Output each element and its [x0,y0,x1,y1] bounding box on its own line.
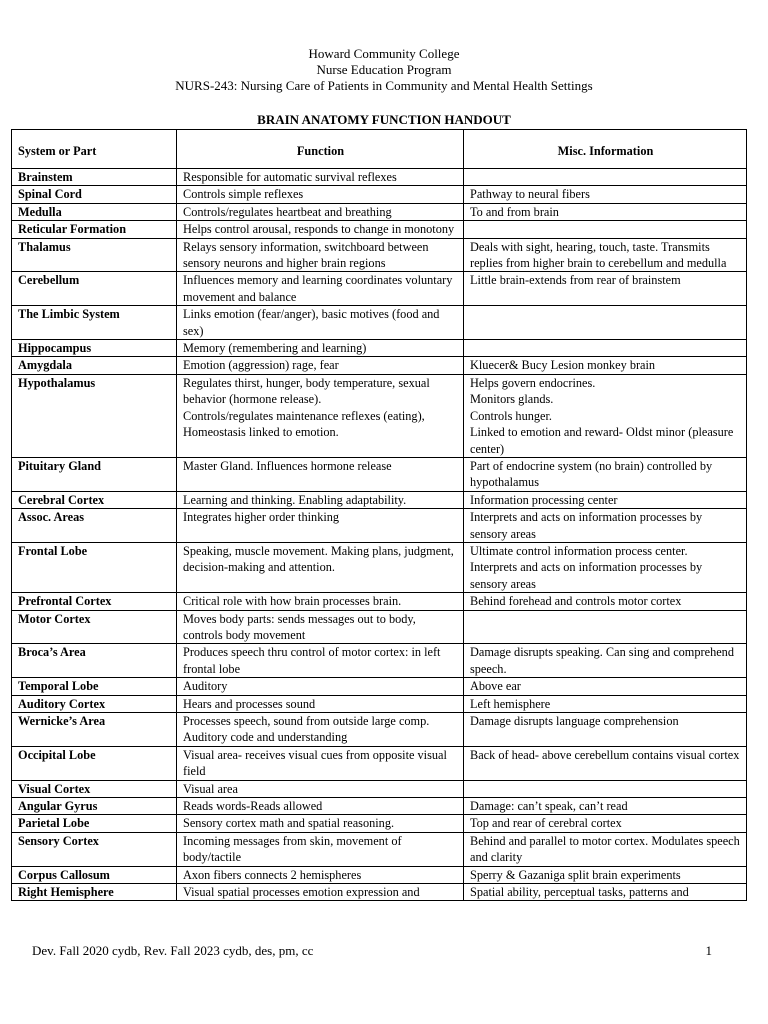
function-cell: Axon fibers connects 2 hemispheres [177,866,464,883]
handout-title: BRAIN ANATOMY FUNCTION HANDOUT [257,112,511,127]
misc-cell [464,610,747,644]
part-cell: Amygdala [12,357,177,374]
program-name: Nurse Education Program [316,62,452,77]
part-cell: Hippocampus [12,340,177,357]
table-row [12,509,747,543]
misc-cell: Part of endocrine system (no brain) controlled by hypothalamus [464,457,747,491]
function-cell: Relays sensory information, switchboard between sensory neurons and higher brain regions [177,238,464,272]
function-cell: Produces speech thru control of motor cortex: in left frontal lobe [177,644,464,678]
misc-cell [464,340,747,357]
page-footer [32,943,712,959]
part-cell: Brainstem [12,169,177,186]
misc-cell: Interprets and acts on information processes by sensory areas [464,509,747,543]
misc-cell [464,221,747,238]
table-row [12,610,747,644]
brain-anatomy-table [11,129,747,901]
function-cell: Hears and processes sound [177,695,464,712]
document-header [0,46,768,94]
misc-cell: To and from brain [464,203,747,220]
function-cell: Regulates thirst, hunger, body temperature, sexual behavior (hormone release). Controls/regulates maintenance reflexes (eating), Homeostasis linked to emotion. [177,374,464,457]
function-cell: Processes speech, sound from outside large comp. Auditory code and understanding [177,713,464,747]
part-cell: Motor Cortex [12,610,177,644]
table-row [12,746,747,780]
part-cell: Medulla [12,203,177,220]
function-cell: Sensory cortex math and spatial reasoning. [177,815,464,832]
revision-note: Dev. Fall 2020 cydb, Rev. Fall 2023 cydb, des, pm, cc [32,943,314,958]
table-row [12,457,747,491]
table-row [12,593,747,610]
part-cell: Occipital Lobe [12,746,177,780]
table-row [12,238,747,272]
function-cell: Auditory [177,678,464,695]
table-body [12,169,747,901]
function-cell: Controls simple reflexes [177,186,464,203]
misc-cell: Top and rear of cerebral cortex [464,815,747,832]
table-row [12,713,747,747]
function-cell: Emotion (aggression) rage, fear [177,357,464,374]
function-cell: Learning and thinking. Enabling adaptability. [177,491,464,508]
part-cell: The Limbic System [12,306,177,340]
function-cell: Helps control arousal, responds to change in monotony [177,221,464,238]
misc-cell: Damage: can’t speak, can’t read [464,798,747,815]
misc-cell: Spatial ability, perceptual tasks, patterns and [464,884,747,901]
misc-cell: Sperry & Gazaniga split brain experiments [464,866,747,883]
function-cell: Visual area [177,780,464,797]
column-header-part: System or Part [12,130,177,169]
part-cell: Angular Gyrus [12,798,177,815]
table-row [12,169,747,186]
misc-cell: Damage disrupts speaking. Can sing and comprehend speech. [464,644,747,678]
table-row [12,542,747,592]
misc-cell: Deals with sight, hearing, touch, taste. Transmits replies from higher brain to cerebellum and medulla [464,238,747,272]
function-cell: Visual area- receives visual cues from opposite visual field [177,746,464,780]
function-cell: Controls/regulates heartbeat and breathing [177,203,464,220]
part-cell: Wernicke’s Area [12,713,177,747]
table-header-row [12,130,747,169]
part-cell: Auditory Cortex [12,695,177,712]
course-name: NURS-243: Nursing Care of Patients in Community and Mental Health Settings [175,78,593,93]
misc-cell [464,306,747,340]
table-row [12,780,747,797]
table-row [12,832,747,866]
part-cell: Assoc. Areas [12,509,177,543]
part-cell: Cerebral Cortex [12,491,177,508]
misc-cell: Behind and parallel to motor cortex. Modulates speech and clarity [464,832,747,866]
function-cell: Reads words-Reads allowed [177,798,464,815]
part-cell: Temporal Lobe [12,678,177,695]
part-cell: Hypothalamus [12,374,177,457]
table-row [12,221,747,238]
function-cell: Links emotion (fear/anger), basic motives (food and sex) [177,306,464,340]
function-cell: Master Gland. Influences hormone release [177,457,464,491]
part-cell: Parietal Lobe [12,815,177,832]
table-row [12,203,747,220]
function-cell: Visual spatial processes emotion expression and [177,884,464,901]
part-cell: Spinal Cord [12,186,177,203]
table-row [12,815,747,832]
table-row [12,374,747,457]
function-cell: Moves body parts: sends messages out to body, controls body movement [177,610,464,644]
misc-cell: Back of head- above cerebellum contains visual cortex [464,746,747,780]
part-cell: Visual Cortex [12,780,177,797]
misc-cell: Left hemisphere [464,695,747,712]
function-cell: Integrates higher order thinking [177,509,464,543]
table-row [12,798,747,815]
part-cell: Corpus Callosum [12,866,177,883]
table-row [12,357,747,374]
table-row [12,884,747,901]
column-header-function: Function [177,130,464,169]
part-cell: Prefrontal Cortex [12,593,177,610]
function-cell: Speaking, muscle movement. Making plans, judgment, decision-making and attention. [177,542,464,592]
misc-cell [464,780,747,797]
part-cell: Thalamus [12,238,177,272]
misc-cell: Ultimate control information process center. Interprets and acts on information processes by sensory areas [464,542,747,592]
misc-cell [464,169,747,186]
part-cell: Right Hemisphere [12,884,177,901]
part-cell: Broca’s Area [12,644,177,678]
misc-cell: Pathway to neural fibers [464,186,747,203]
misc-cell: Above ear [464,678,747,695]
part-cell: Cerebellum [12,272,177,306]
table-row [12,695,747,712]
misc-cell: Behind forehead and controls motor cortex [464,593,747,610]
table-row [12,272,747,306]
function-cell: Critical role with how brain processes brain. [177,593,464,610]
table-row [12,678,747,695]
table-row [12,491,747,508]
part-cell: Sensory Cortex [12,832,177,866]
page-number: 1 [705,943,712,958]
table-row [12,644,747,678]
part-cell: Frontal Lobe [12,542,177,592]
table-row [12,340,747,357]
part-cell: Pituitary Gland [12,457,177,491]
college-name: Howard Community College [308,46,460,61]
misc-cell: Kluecer& Bucy Lesion monkey brain [464,357,747,374]
table-row [12,306,747,340]
misc-cell: Little brain-extends from rear of brainstem [464,272,747,306]
misc-cell: Information processing center [464,491,747,508]
misc-cell: Damage disrupts language comprehension [464,713,747,747]
part-cell: Reticular Formation [12,221,177,238]
misc-cell: Helps govern endocrines. Monitors glands. Controls hunger. Linked to emotion and reward- Oldst minor (pleasure center) [464,374,747,457]
function-cell: Incoming messages from skin, movement of body/tactile [177,832,464,866]
function-cell: Influences memory and learning coordinates voluntary movement and balance [177,272,464,306]
table-row [12,186,747,203]
column-header-misc: Misc. Information [464,130,747,169]
table-row [12,866,747,883]
function-cell: Responsible for automatic survival reflexes [177,169,464,186]
function-cell: Memory (remembering and learning) [177,340,464,357]
